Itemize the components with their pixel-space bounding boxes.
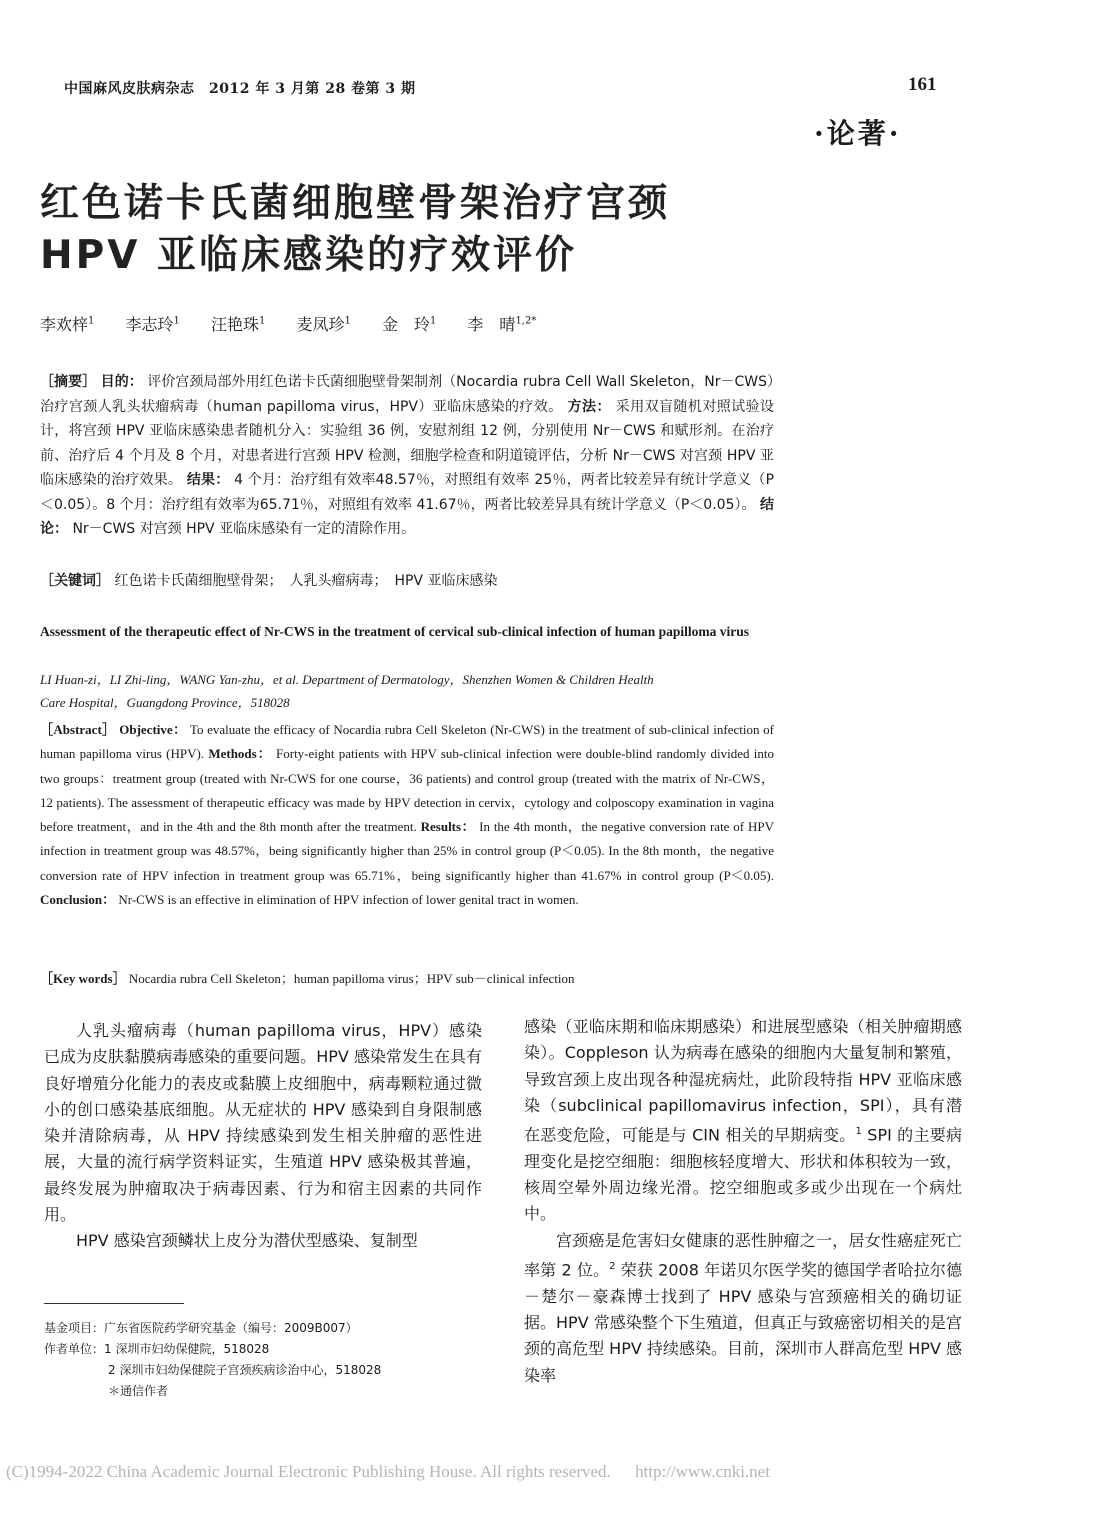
body-paragraph: 宫颈癌是危害妇女健康的恶性肿瘤之一，居女性癌症死亡率第 2 位。$^2$ 荣获 2008 年诺贝尔医学奖的德国学者哈拉尔德－楚尔－豪森博士找到了 HPV 感染与宫颈癌相关的确切证据。HPV 常感染整个下生殖道，但真正与致癌密切相关的是宫颈的高危型 HPV 持续感染。目前，深圳市人群高危型 HPV 感染率: [524, 1230, 962, 1385]
author: 麦凤珍$^1$: [296, 315, 351, 334]
english-authors-line-1: LI Huan-zi，LI Zhi-ling，WANG Yan-zhu，et al. Department of Dermatology，Shenzhen Women & Children Health: [40, 672, 654, 687]
body-column-right: [524, 1014, 962, 1389]
body-paragraph: HPV 感染宫颈鳞状上皮分为潜伏型感染、复制型: [76, 1231, 418, 1251]
title-line-2: HPV 亚临床感染的疗效评价: [40, 233, 577, 278]
author: 李欢梓$^1$: [40, 315, 95, 334]
chinese-keywords: [40, 570, 774, 590]
results-text: 4 个月：治疗组有效率48.57％，对照组有效率 25％，两者比较差异有统计学意义（P＜0.05）。8 个月：治疗组有效率为65.71％，对照组有效率 41.67％，两者比较差异具有统计学意义（P＜0.05）。: [40, 472, 775, 513]
results-label: 结果：: [186, 472, 230, 488]
article-title: [40, 178, 1000, 282]
keywords-label: ［关键词］: [40, 573, 110, 589]
conclusion-label: 结论：: [40, 496, 774, 537]
section-label: ·论著·: [814, 117, 902, 150]
methods-en-text: Forty-eight patients with HPV sub-clinical infection were double-blind randomly divided into two groups：treatment group (treated with Nr-CWS for one course，36 patients) and control group (treated with the matrix of Nr-CWS，12 patients). The assessment of therapeutic efficacy was made by HPV detection in cervix，cytology and colposcopy examination in vagina before treatment，and in the 4th and the 8th month after the treatment.: [40, 746, 775, 835]
body-paragraph: 人乳头瘤病毒（human papilloma virus，HPV）感染已成为皮肤黏膜病毒感染的重要问题。HPV 感染常发生在具有良好增殖分化能力的表皮或黏膜上皮细胞中，病毒颗粒通过微小的创口感染基底细胞。从无症状的 HPV 感染到自身限制感染并清除病毒，从 HPV 持续感染到发生相关肿瘤的恶性进展，大量的流行病学资料证实，生殖道 HPV 感染极其普遍，最终发展为肿瘤取决于病毒因素、行为和宿主因素的共同作用。: [44, 1021, 482, 1225]
conclusion-en-text: Nr-CWS is an effective in elimination of HPV infection of lower genital tract in women.: [118, 892, 579, 908]
objective-en-text: To evaluate the efficacy of Nocardia rubra Cell Skeleton (Nr-CWS) in the treatment of sub-clinical infection of human papilloma virus (HPV).: [40, 722, 774, 762]
title-line-1: 红色诺卡氏菌细胞壁骨架治疗宫颈: [40, 181, 671, 226]
footnote-fund: 基金项目：广东省医院药学研究基金（编号：2009B007）: [44, 1321, 358, 1335]
author-list: [40, 312, 562, 335]
abstract-en-label: ［Abstract］: [40, 722, 116, 737]
english-abstract: [40, 718, 774, 912]
objective-en-label: Objective：: [119, 722, 187, 737]
body-paragraph: 感染（亚临床期和临床期感染）和进展型感染（相关肿瘤期感染）。Coppleson 认为病毒在感染的细胞内大量复制和繁殖，导致宫颈上皮出现各种湿疣病灶，此阶段特指 HPV 亚临床感染（subclinical papillomavirus infection，SPI），具有潜在恶变危险，可能是与 CIN 相关的早期病变。$^1$ SPI 的主要病理变化是挖空细胞：细胞核轻度增大、形状和体积较为一致，核周空晕外周边缘光滑。挖空细胞或多或少出现在一个病灶中。: [524, 1017, 962, 1224]
english-title: Assessment of the therapeutic effect of Nr-CWS in the treatment of cervical sub-clinical infection of human papilloma virus: [40, 624, 750, 639]
methods-text: 采用双盲随机对照试验设计，将宫颈 HPV 亚临床感染患者随机分入：实验组 36 例，安慰剂组 12 例，分别使用 Nr－CWS 和赋形剂。在治疗前、治疗后 4 个月及 8 个月，对患者进行宫颈 HPV 检测，细胞学检查和阴道镜评估，分析 Nr－CWS 对宫颈 HPV 亚临床感染的治疗效果。: [40, 398, 775, 488]
conclusion-en-label: Conclusion：: [40, 892, 116, 908]
footnotes: [44, 1318, 381, 1402]
copyright-text: (C)1994-2022 China Academic Journal Electronic Publishing House. All rights reserved.: [6, 1462, 611, 1481]
objective-label: 目的：: [100, 374, 143, 390]
results-en-text: In the 4th month，the negative conversion rate of HPV infection in treatment group was 48.57%，being significantly higher than 25% in control group (P＜0.05). In the 8th month，the negative conversion rate of HPV infection in treatment group was 65.71%，being significantly higher than 41.67% in control group (P＜0.05).: [40, 819, 774, 883]
english-keywords: [40, 968, 774, 987]
methods-label: 方法：: [567, 398, 611, 415]
body-column-left: [44, 1018, 482, 1255]
author: 汪艳珠$^1$: [210, 315, 266, 334]
citation-ref: 1: [855, 1126, 862, 1138]
conclusion-text: Nr－CWS 对宫颈 HPV 亚临床感染有一定的清除作用。: [72, 521, 416, 537]
author: 李 晴$^{1,2*}$: [467, 315, 537, 334]
methods-en-label: Methods：: [208, 746, 272, 762]
footnote-unit-1: 作者单位：1 深圳市妇幼保健院，518028: [44, 1342, 270, 1356]
abstract-label: ［摘要］: [40, 374, 97, 390]
english-authors-line-2: Care Hospital，Guangdong Province，518028: [40, 695, 290, 710]
keywords-en-label: ［Key words］: [40, 971, 126, 986]
page-number: 161: [908, 74, 937, 95]
copyright-url[interactable]: http://www.cnki.net: [635, 1462, 770, 1481]
chinese-abstract: [40, 370, 774, 542]
keywords-text: 红色诺卡氏菌细胞壁骨架； 人乳头瘤病毒； HPV 亚临床感染: [114, 573, 498, 589]
author: 金 玲$^1$: [381, 315, 437, 334]
footnote-divider: [44, 1303, 184, 1304]
keywords-en-text: Nocardia rubra Cell Skeleton；human papilloma virus；HPV sub－clinical infection: [128, 971, 575, 986]
results-en-label: Results：: [420, 819, 476, 835]
footnote-corresponding: ＊通信作者: [108, 1384, 169, 1398]
objective-text: 评价宫颈局部外用红色诺卡氏菌细胞壁骨架制剂（Nocardia rubra Cell Wall Skeleton，Nr－CWS）治疗宫颈人乳头状瘤病毒（human papilloma virus，HPV）亚临床感染的疗效。: [40, 374, 775, 415]
author: 李志玲$^1$: [125, 315, 180, 334]
journal-header: 中国麻风皮肤病杂志 2012 年 3 月第 28 卷第 3 期: [64, 81, 416, 97]
english-authors: [40, 668, 774, 714]
copyright-watermark: [6, 1462, 1096, 1482]
citation-ref: 2: [609, 1261, 616, 1272]
footnote-unit-2: 2 深圳市妇幼保健院子宫颈疾病诊治中心，518028: [108, 1363, 382, 1377]
